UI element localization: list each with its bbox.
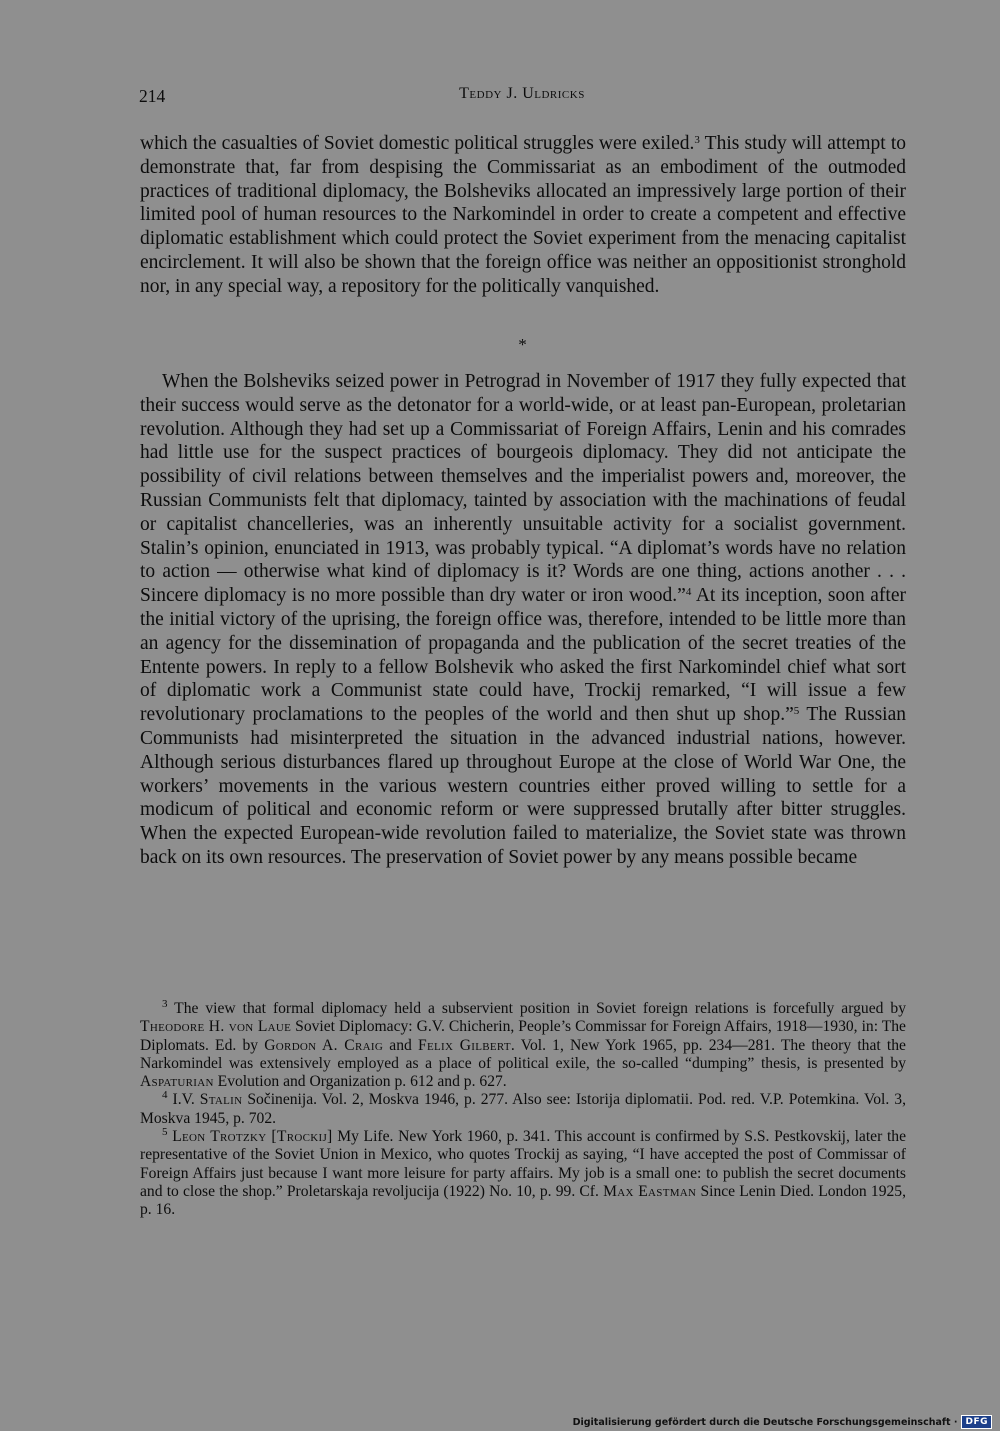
author-name: Aspaturian (140, 1073, 214, 1091)
footnote-ref: 3 (162, 998, 168, 1010)
author-name: Stalin (199, 1091, 243, 1109)
footnote-3 (140, 1000, 906, 1091)
text-run: Evolution and Organization p. 612 and p. 627. (213, 1073, 507, 1091)
text-run: and (383, 1036, 418, 1054)
text-run: When the Bolsheviks seized power in Petrograd in November of 1917 they fully expected that their success would serve as the detonator for a world-wide, or at least pan-European, proletarian revolution. Although they had set up a Commissariat of Foreign Affairs, Lenin and his comrades had little use for the suspect practices of bourgeois diplomacy. They did not anticipate the possibility of civil relations between themselves and the imperialist powers and, moreover, the Russian Communists felt that diplomacy, tainted by association with the machinations of feudal or capitalist chancelleries, was an inherently unsuitable activity for a socialist government. Stalin’s opinion, enunciated in 1913, was probably typical. “A diplomat’s words have no relation to action — otherwise what kind of diplomacy is it? Words are one thing, actions another . . . Sincere diplomacy is no more possible than dry water or iron wood.” (140, 371, 906, 607)
author-name: Max Eastman (603, 1182, 697, 1200)
footnote-ref: 4 (685, 586, 692, 599)
digitization-notice: Digitalisierung gefördert durch die Deutsche Forschungsgemeinschaft · (572, 1416, 958, 1428)
author-name: Gordon A. Craig (264, 1036, 384, 1054)
text-run: Since Lenin Died. London 1925, p. 16. (140, 1182, 906, 1219)
text-run: My Life. New York 1960, p. 341. This account is confirmed by S.S. Pestkovskij, later the representative of the Soviet Union in Mexico, who quotes Trockij as saying, “I have accepted the post of Commissar of Foreign Affairs just because I want more leisure for party affairs. My job is a small one: to publish the secret documents and to close the shop.” Proletarskaja revoljucija (1922) No. 10, p. 99. Cf. (140, 1128, 907, 1200)
body-paragraph-1 (140, 132, 906, 299)
author-name: Theodore H. von Laue (140, 1018, 292, 1036)
text-run: . Vol. 1, New York 1965, pp. 234—281. The theory that the Narkomindel was extensively employed as a place of political exile, the so-called “dumping” thesis, is presented by (140, 1036, 906, 1072)
body-paragraph-2 (140, 370, 906, 870)
footnote-ref: 4 (162, 1089, 168, 1102)
footnote-5 (140, 1128, 906, 1219)
digitization-footer (573, 1414, 992, 1430)
page-number: 214 (139, 86, 166, 106)
text-run: The view that formal diplomacy held a subservient position in Soviet foreign relations is forcefully argued by (167, 1000, 906, 1017)
section-separator: * (518, 335, 527, 354)
footnote-4 (140, 1091, 906, 1128)
author-name: Felix Gilbert (417, 1036, 511, 1054)
footnote-ref: 5 (793, 705, 800, 718)
text-run: which the casualties of Soviet domestic political struggles were exiled. (140, 133, 695, 154)
text-run: I.V. (167, 1091, 200, 1109)
page-header (139, 84, 905, 108)
footnotes (140, 1000, 906, 1220)
text-run: Sočinenija. Vol. 2, Moskva 1946, p. 277. Also see: Istorija diplomatii. Pod. red. V.P. Potemkina. Vol. 3, Moskva 1945, p. 702. (140, 1091, 906, 1127)
text-run: This study will attempt to demonstrate that, far from despising the Commissariat as an embodiment of the outmoded practices of traditional diplomacy, the Bolsheviks allocated an impressively large portion of their limited pool of human resources to the Narkomindel in order to create a competent and effective diplomatic establishment which could protect the Soviet experiment from the menacing capitalist encirclement. It will also be shown that the foreign office was neither an oppositionist stronghold nor, in any special way, a repository for the politically vanquished. (140, 133, 906, 297)
running-head: Teddy J. Uldricks (459, 85, 585, 102)
text-run: Soviet Diplomacy: G.V. Chicherin, People’s Commissar for Foreign Affairs, 1918—1930, in: The Diplomats. Ed. by (140, 1018, 906, 1054)
text-run: The Russian Communists had misinterpreted the situation in the advanced industrial nations, however. Although serious disturbances flared up throughout Europe at the close of World War One, the workers’ movements in the various western countries either proved willing to settle for a modicum of political and economic reform or were suppressed brutally after bitter struggles. When the expected European-wide revolution failed to materialize, the Soviet state was thrown back on its own resources. The preservation of Soviet power by any means possible became (140, 704, 906, 868)
dfg-logo-icon: DFG (961, 1415, 992, 1429)
author-name: Leon Trotzky [Trockij] (172, 1128, 333, 1146)
footnote-ref: 3 (694, 134, 700, 146)
footnote-ref: 5 (162, 1126, 168, 1139)
text-run: At its inception, soon after the initial victory of the uprising, the foreign office was, therefore, intended to be little more than an agency for the dissemination of propaganda and the publication of the secret treaties of the Entente powers. In reply to a fellow Bolshevik who asked the first Narkomindel chief what sort of diplomatic work a Communist state could have, Trockij remarked, “I will issue a few revolutionary proclamations to the peoples of the world and then shut up shop.” (140, 585, 906, 726)
